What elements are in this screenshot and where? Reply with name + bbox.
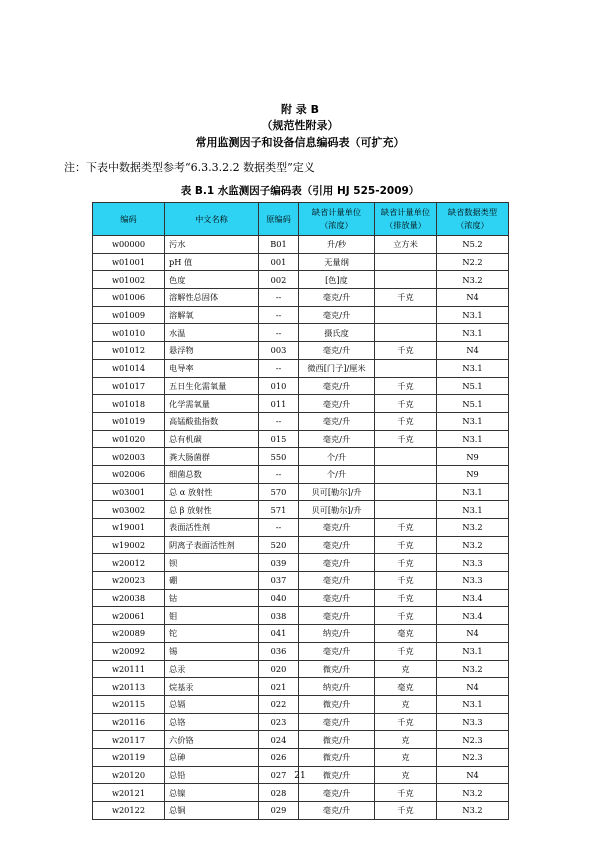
cell-unit-concentration: 毫克/升 xyxy=(299,306,375,324)
cell-unit-concentration: 纳克/升 xyxy=(299,678,375,696)
cell-data-type: N9 xyxy=(437,448,509,466)
table-row xyxy=(93,519,509,537)
col-unit-emission-header: 缺省计量单位 （排放量） xyxy=(375,203,437,236)
col-dtype-header: 缺省数据类型 （浓度） xyxy=(437,203,509,236)
table-row xyxy=(93,713,509,731)
cell-code: w01001 xyxy=(93,253,165,271)
cell-unit-concentration: 贝可[勒尔]/升 xyxy=(299,501,375,519)
table-row xyxy=(93,589,509,607)
cell-name: 总 β 放射性 xyxy=(165,501,259,519)
col-unit-conc-header: 缺省计量单位 （浓度） xyxy=(299,203,375,236)
table-row xyxy=(93,412,509,430)
table-row xyxy=(93,536,509,554)
cell-code: w20121 xyxy=(93,784,165,802)
cell-code: w20117 xyxy=(93,731,165,749)
cell-name: 总有机碳 xyxy=(165,430,259,448)
cell-unit-concentration: 毫克/升 xyxy=(299,713,375,731)
cell-orig-code: 039 xyxy=(259,554,299,572)
cell-orig-code: 550 xyxy=(259,448,299,466)
cell-unit-emission: 千克 xyxy=(375,395,437,413)
cell-name: 阴离子表面活性剂 xyxy=(165,536,259,554)
cell-data-type: N4 xyxy=(437,766,509,784)
cell-data-type: N3.4 xyxy=(437,589,509,607)
cell-name: 细菌总数 xyxy=(165,465,259,483)
cell-code: w01012 xyxy=(93,342,165,360)
table-caption: 表 B.1 水监测因子编码表（引用 HJ 525-2009） xyxy=(180,185,420,197)
cell-unit-concentration: 毫克/升 xyxy=(299,589,375,607)
cell-unit-concentration: 个/升 xyxy=(299,465,375,483)
cell-orig-code: 040 xyxy=(259,589,299,607)
data-type-note: 注：下表中数据类型参考“6.3.3.2.2 数据类型”定义 xyxy=(64,161,315,174)
cell-code: w20113 xyxy=(93,678,165,696)
cell-unit-emission: 千克 xyxy=(375,554,437,572)
cell-data-type: N2.2 xyxy=(437,253,509,271)
cell-unit-emission: 千克 xyxy=(375,589,437,607)
cell-name: 总镍 xyxy=(165,784,259,802)
cell-unit-emission: 千克 xyxy=(375,642,437,660)
table-row xyxy=(93,359,509,377)
cell-name: 钼 xyxy=(165,607,259,625)
cell-data-type: N3.3 xyxy=(437,713,509,731)
cell-data-type: N3.1 xyxy=(437,324,509,342)
cell-unit-concentration: 无量纲 xyxy=(299,253,375,271)
table-row xyxy=(93,342,509,360)
cell-orig-code: 028 xyxy=(259,784,299,802)
cell-data-type: N3.1 xyxy=(437,430,509,448)
cell-code: w20061 xyxy=(93,607,165,625)
cell-code: w19002 xyxy=(93,536,165,554)
cell-unit-emission: 千克 xyxy=(375,430,437,448)
cell-data-type: N3.2 xyxy=(437,536,509,554)
cell-name: 总汞 xyxy=(165,660,259,678)
table-header-row xyxy=(93,203,509,236)
cell-unit-concentration: 毫克/升 xyxy=(299,572,375,590)
cell-unit-emission: 千克 xyxy=(375,784,437,802)
table-row xyxy=(93,607,509,625)
cell-code: w02003 xyxy=(93,448,165,466)
cell-unit-emission xyxy=(375,465,437,483)
cell-unit-concentration: 毫克/升 xyxy=(299,802,375,820)
cell-orig-code: 003 xyxy=(259,342,299,360)
cell-code: w01002 xyxy=(93,271,165,289)
cell-unit-concentration: 毫克/升 xyxy=(299,642,375,660)
table-row xyxy=(93,430,509,448)
table-row xyxy=(93,448,509,466)
cell-unit-concentration: 微克/升 xyxy=(299,731,375,749)
col-name-header: 中文名称 xyxy=(165,203,259,236)
cell-data-type: N4 xyxy=(437,342,509,360)
cell-unit-emission: 克 xyxy=(375,660,437,678)
cell-unit-emission: 千克 xyxy=(375,802,437,820)
col-code-header: 编码 xyxy=(93,203,165,236)
table-row xyxy=(93,483,509,501)
table-row xyxy=(93,802,509,820)
cell-data-type: N3.2 xyxy=(437,784,509,802)
cell-name: 悬浮物 xyxy=(165,342,259,360)
cell-code: w01009 xyxy=(93,306,165,324)
cell-code: w20122 xyxy=(93,802,165,820)
cell-name: 总铬 xyxy=(165,713,259,731)
cell-code: w01017 xyxy=(93,377,165,395)
cell-orig-code: -- xyxy=(259,465,299,483)
table-row xyxy=(93,678,509,696)
table-row xyxy=(93,306,509,324)
cell-unit-concentration: 毫克/升 xyxy=(299,430,375,448)
cell-data-type: N3.2 xyxy=(437,802,509,820)
cell-name: 表面活性剂 xyxy=(165,519,259,537)
col-orig-header: 原编码 xyxy=(259,203,299,236)
cell-unit-emission: 千克 xyxy=(375,572,437,590)
cell-orig-code: 037 xyxy=(259,572,299,590)
table-row xyxy=(93,625,509,643)
cell-orig-code: 020 xyxy=(259,660,299,678)
cell-unit-emission xyxy=(375,324,437,342)
cell-name: pH 值 xyxy=(165,253,259,271)
table-row xyxy=(93,572,509,590)
cell-data-type: N3.1 xyxy=(437,306,509,324)
cell-code: w20119 xyxy=(93,748,165,766)
cell-name: 总 α 放射性 xyxy=(165,483,259,501)
cell-orig-code: 024 xyxy=(259,731,299,749)
cell-name: 总铜 xyxy=(165,802,259,820)
cell-unit-emission: 千克 xyxy=(375,713,437,731)
cell-orig-code: 021 xyxy=(259,678,299,696)
cell-unit-concentration: 微西[门子]/厘米 xyxy=(299,359,375,377)
cell-name: 化学需氧量 xyxy=(165,395,259,413)
water-factor-code-table xyxy=(92,202,509,820)
cell-unit-concentration: 毫克/升 xyxy=(299,536,375,554)
cell-data-type: N3.1 xyxy=(437,483,509,501)
cell-unit-emission: 毫克 xyxy=(375,625,437,643)
cell-name: 溶解氧 xyxy=(165,306,259,324)
cell-unit-concentration: 纳克/升 xyxy=(299,625,375,643)
cell-code: w20089 xyxy=(93,625,165,643)
cell-data-type: N2.3 xyxy=(437,748,509,766)
table-row xyxy=(93,289,509,307)
cell-name: 色度 xyxy=(165,271,259,289)
cell-unit-concentration: 毫克/升 xyxy=(299,412,375,430)
cell-unit-emission: 千克 xyxy=(375,377,437,395)
cell-data-type: N4 xyxy=(437,625,509,643)
cell-unit-concentration: 个/升 xyxy=(299,448,375,466)
table-row xyxy=(93,271,509,289)
cell-code: w20023 xyxy=(93,572,165,590)
cell-unit-emission: 千克 xyxy=(375,289,437,307)
cell-orig-code: 041 xyxy=(259,625,299,643)
cell-data-type: N3.3 xyxy=(437,572,509,590)
cell-data-type: N3.2 xyxy=(437,660,509,678)
cell-code: w20116 xyxy=(93,713,165,731)
cell-data-type: N5.1 xyxy=(437,395,509,413)
cell-data-type: N3.2 xyxy=(437,271,509,289)
table-row xyxy=(93,395,509,413)
cell-orig-code: 015 xyxy=(259,430,299,448)
cell-data-type: N5.1 xyxy=(437,377,509,395)
cell-orig-code: -- xyxy=(259,289,299,307)
appendix-label: 附 录 B xyxy=(280,103,320,116)
cell-unit-concentration: 毫克/升 xyxy=(299,289,375,307)
cell-name: 锡 xyxy=(165,642,259,660)
cell-data-type: N9 xyxy=(437,465,509,483)
cell-orig-code: -- xyxy=(259,324,299,342)
cell-name: 硼 xyxy=(165,572,259,590)
cell-data-type: N5.2 xyxy=(437,236,509,254)
cell-orig-code: 022 xyxy=(259,695,299,713)
cell-unit-emission: 克 xyxy=(375,766,437,784)
cell-unit-emission xyxy=(375,306,437,324)
cell-code: w20111 xyxy=(93,660,165,678)
cell-unit-emission xyxy=(375,359,437,377)
cell-orig-code: 520 xyxy=(259,536,299,554)
cell-name: 粪大肠菌群 xyxy=(165,448,259,466)
cell-name: 水温 xyxy=(165,324,259,342)
cell-data-type: N3.4 xyxy=(437,607,509,625)
cell-orig-code: -- xyxy=(259,412,299,430)
table-row xyxy=(93,660,509,678)
page-number: 21 xyxy=(294,771,306,781)
cell-code: w01006 xyxy=(93,289,165,307)
cell-data-type: N2.3 xyxy=(437,731,509,749)
cell-unit-emission xyxy=(375,253,437,271)
cell-orig-code: -- xyxy=(259,306,299,324)
cell-orig-code: 002 xyxy=(259,271,299,289)
table-row xyxy=(93,695,509,713)
cell-unit-emission: 克 xyxy=(375,695,437,713)
table-row xyxy=(93,253,509,271)
cell-unit-concentration: 毫克/升 xyxy=(299,377,375,395)
table-row xyxy=(93,465,509,483)
page-title: 常用监测因子和设备信息编码表（可扩充） xyxy=(195,136,405,149)
cell-unit-emission: 克 xyxy=(375,731,437,749)
cell-orig-code: 036 xyxy=(259,642,299,660)
cell-code: w20115 xyxy=(93,695,165,713)
cell-unit-emission: 千克 xyxy=(375,519,437,537)
cell-unit-concentration: 升/秒 xyxy=(299,236,375,254)
cell-unit-emission: 千克 xyxy=(375,536,437,554)
cell-orig-code: 570 xyxy=(259,483,299,501)
table-row xyxy=(93,324,509,342)
cell-unit-concentration: 毫克/升 xyxy=(299,784,375,802)
cell-name: 铊 xyxy=(165,625,259,643)
cell-unit-concentration: [色]度 xyxy=(299,271,375,289)
cell-code: w01019 xyxy=(93,412,165,430)
cell-unit-concentration: 摄氏度 xyxy=(299,324,375,342)
table-row xyxy=(93,554,509,572)
cell-orig-code: 026 xyxy=(259,748,299,766)
cell-orig-code: 029 xyxy=(259,802,299,820)
cell-unit-concentration: 微克/升 xyxy=(299,748,375,766)
cell-name: 烷基汞 xyxy=(165,678,259,696)
cell-orig-code: 571 xyxy=(259,501,299,519)
cell-code: w03002 xyxy=(93,501,165,519)
cell-orig-code: 027 xyxy=(259,766,299,784)
cell-name: 总镉 xyxy=(165,695,259,713)
cell-unit-emission: 千克 xyxy=(375,607,437,625)
cell-unit-concentration: 毫克/升 xyxy=(299,342,375,360)
cell-orig-code: -- xyxy=(259,519,299,537)
cell-name: 污水 xyxy=(165,236,259,254)
cell-name: 总砷 xyxy=(165,748,259,766)
appendix-type: （规范性附录） xyxy=(261,119,339,132)
cell-orig-code: -- xyxy=(259,359,299,377)
cell-code: w01018 xyxy=(93,395,165,413)
cell-data-type: N3.1 xyxy=(437,695,509,713)
cell-data-type: N3.3 xyxy=(437,554,509,572)
cell-unit-concentration: 贝可[勒尔]/升 xyxy=(299,483,375,501)
cell-data-type: N4 xyxy=(437,289,509,307)
cell-unit-concentration: 毫克/升 xyxy=(299,607,375,625)
cell-unit-emission: 千克 xyxy=(375,412,437,430)
cell-data-type: N3.1 xyxy=(437,412,509,430)
cell-name: 溶解性总固体 xyxy=(165,289,259,307)
cell-name: 钴 xyxy=(165,589,259,607)
cell-name: 五日生化需氧量 xyxy=(165,377,259,395)
cell-unit-concentration: 毫克/升 xyxy=(299,395,375,413)
table-row xyxy=(93,748,509,766)
cell-data-type: N3.2 xyxy=(437,519,509,537)
cell-unit-emission: 克 xyxy=(375,748,437,766)
cell-unit-emission: 千克 xyxy=(375,342,437,360)
cell-name: 六价铬 xyxy=(165,731,259,749)
cell-code: w03001 xyxy=(93,483,165,501)
cell-orig-code: B01 xyxy=(259,236,299,254)
cell-unit-emission xyxy=(375,483,437,501)
cell-code: w01020 xyxy=(93,430,165,448)
cell-unit-emission xyxy=(375,501,437,519)
cell-unit-concentration: 微克/升 xyxy=(299,660,375,678)
cell-orig-code: 011 xyxy=(259,395,299,413)
cell-data-type: N3.1 xyxy=(437,642,509,660)
cell-name: 高锰酸盐指数 xyxy=(165,412,259,430)
cell-code: w20038 xyxy=(93,589,165,607)
cell-data-type: N4 xyxy=(437,678,509,696)
table-row xyxy=(93,784,509,802)
cell-orig-code: 023 xyxy=(259,713,299,731)
cell-code: w20092 xyxy=(93,642,165,660)
cell-unit-emission: 毫克 xyxy=(375,678,437,696)
cell-unit-concentration: 微克/升 xyxy=(299,695,375,713)
table-row xyxy=(93,642,509,660)
cell-data-type: N3.1 xyxy=(437,359,509,377)
cell-orig-code: 001 xyxy=(259,253,299,271)
cell-name: 电导率 xyxy=(165,359,259,377)
cell-unit-emission: 立方米 xyxy=(375,236,437,254)
cell-code: w01014 xyxy=(93,359,165,377)
cell-name: 钡 xyxy=(165,554,259,572)
cell-code: w02006 xyxy=(93,465,165,483)
cell-code: w00000 xyxy=(93,236,165,254)
cell-unit-concentration: 毫克/升 xyxy=(299,554,375,572)
cell-unit-emission xyxy=(375,271,437,289)
cell-code: w19001 xyxy=(93,519,165,537)
cell-unit-emission xyxy=(375,448,437,466)
cell-code: w01010 xyxy=(93,324,165,342)
table-row xyxy=(93,731,509,749)
cell-unit-concentration: 微克/升 xyxy=(299,766,375,784)
cell-code: w20012 xyxy=(93,554,165,572)
cell-code: w20120 xyxy=(93,766,165,784)
cell-unit-concentration: 毫克/升 xyxy=(299,519,375,537)
cell-orig-code: 010 xyxy=(259,377,299,395)
table-row xyxy=(93,236,509,254)
table-row xyxy=(93,377,509,395)
cell-name: 总铅 xyxy=(165,766,259,784)
table-row xyxy=(93,501,509,519)
cell-orig-code: 038 xyxy=(259,607,299,625)
cell-data-type: N3.1 xyxy=(437,501,509,519)
